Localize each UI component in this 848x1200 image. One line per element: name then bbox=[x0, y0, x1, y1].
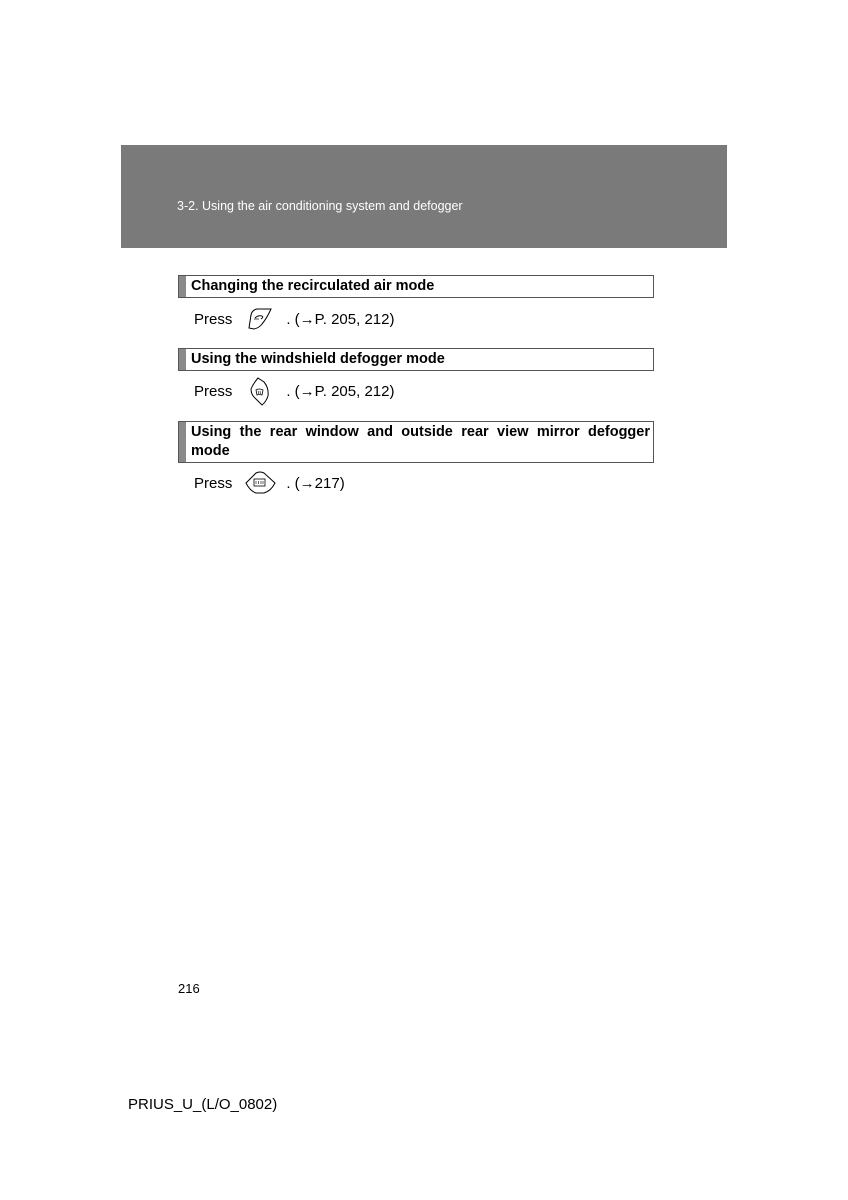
windshield-defogger-button-icon bbox=[242, 376, 278, 406]
recirculated-air-button-icon bbox=[242, 304, 278, 334]
section-title: Changing the recirculated air mode bbox=[191, 278, 435, 294]
section-heading-recirculated bbox=[178, 275, 654, 298]
page-reference: . (→P. 205, 212) bbox=[286, 382, 395, 400]
page-reference: . (→P. 205, 212) bbox=[286, 310, 395, 328]
press-instruction bbox=[194, 468, 345, 498]
footer-code: PRIUS_U_(L/O_0802) bbox=[128, 1096, 278, 1113]
header-band bbox=[121, 145, 727, 248]
press-instruction bbox=[194, 376, 394, 406]
rear-window-defogger-button-icon bbox=[242, 468, 278, 498]
section-title: Using the windshield defogger mode bbox=[191, 351, 445, 367]
page-number: 216 bbox=[178, 981, 200, 996]
section-title: Using the rear window and outside rear view mirror defogger mode bbox=[191, 424, 650, 459]
press-label: Press bbox=[194, 382, 233, 400]
press-instruction bbox=[194, 304, 394, 334]
press-label: Press bbox=[194, 310, 233, 328]
page-reference: . (→217) bbox=[286, 474, 345, 492]
press-label: Press bbox=[194, 474, 233, 492]
section-heading-windshield bbox=[178, 348, 654, 371]
section-heading-rear-window bbox=[178, 421, 654, 463]
chapter-title: 3-2. Using the air conditioning system and defogger bbox=[177, 199, 463, 213]
